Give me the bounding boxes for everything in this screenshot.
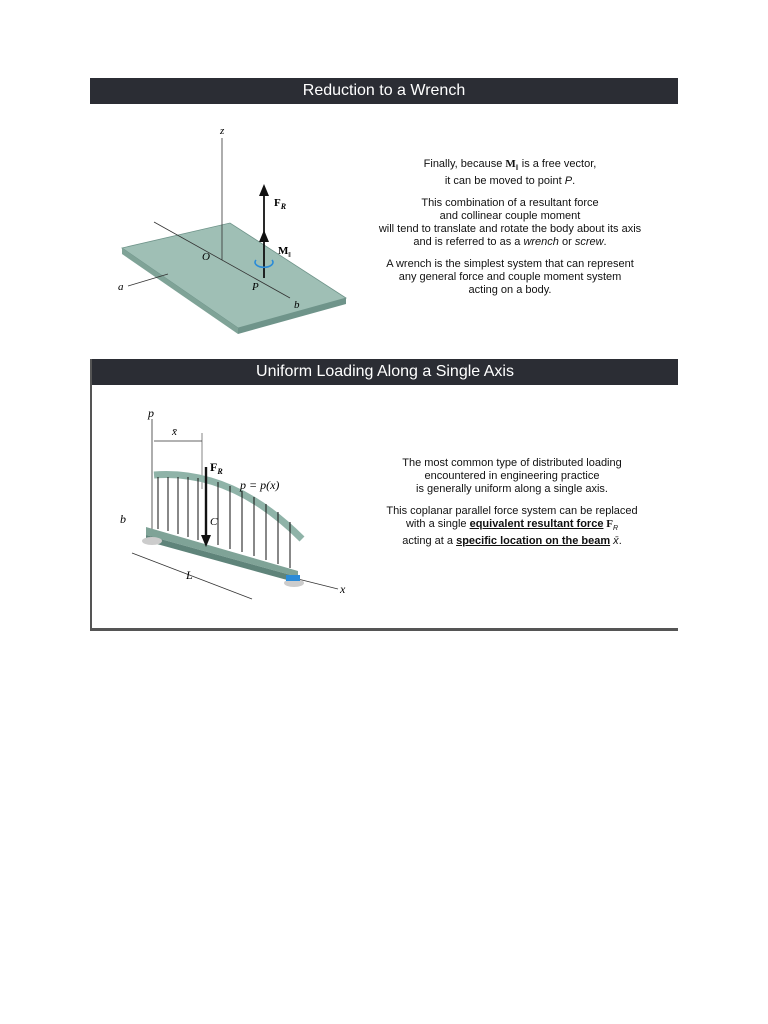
label-pfunc: p = p(x) — [240, 478, 280, 492]
label-P: P — [252, 281, 259, 293]
paragraph-3: A wrench is the simplest system that can represent any general force and couple moment system acting on a body. — [386, 258, 634, 297]
slide-title: Reduction to a Wrench — [90, 78, 678, 104]
label-C: C — [210, 516, 218, 528]
label-FR: $F_R$ — [210, 460, 223, 476]
slide-wrench — [90, 78, 678, 350]
support-pad — [286, 575, 300, 581]
slide-title: Uniform Loading Along a Single Axis — [92, 359, 678, 385]
paragraph-2: This coplanar parallel force system can be replaced with a single equivalent resultant force $F_R$ acting at a specific location on the beam x̄. — [386, 505, 638, 548]
support-left — [142, 537, 162, 545]
load-curve — [154, 475, 302, 539]
loading-description — [362, 457, 662, 557]
label-FR: $F_R$ — [274, 197, 287, 211]
x-axis — [298, 579, 338, 589]
paragraph-1: The most common type of distributed loading encountered in engineering practice is generally uniform along a single axis. — [402, 457, 622, 495]
slide-uniform-loading — [90, 359, 678, 631]
label-a: a — [118, 281, 124, 293]
label-L: L — [186, 568, 193, 582]
paragraph-1: Finally, because $M_‖$ is a free vector, it can be moved to point P. — [423, 158, 597, 188]
label-b: b — [120, 512, 126, 526]
paragraph-2: This combination of a resultant force and collinear couple moment will tend to translate and rotate the body about its axis and is referred to as a wrench or screw. — [378, 197, 642, 249]
label-x: x — [340, 582, 346, 596]
fr-arrowhead — [259, 184, 269, 196]
label-xbar: x̄ — [172, 426, 177, 438]
m-arrowhead — [259, 230, 269, 242]
label-O: O — [202, 251, 210, 263]
loading-figure — [102, 389, 362, 629]
beam-top — [146, 527, 298, 577]
beam-face — [146, 535, 298, 583]
label-b: b — [294, 299, 300, 311]
label-z: z — [220, 125, 225, 137]
wrench-description — [360, 158, 660, 306]
wrench-figure — [118, 118, 388, 358]
label-p: p — [148, 406, 154, 420]
label-M: $M_‖$ — [278, 245, 291, 259]
